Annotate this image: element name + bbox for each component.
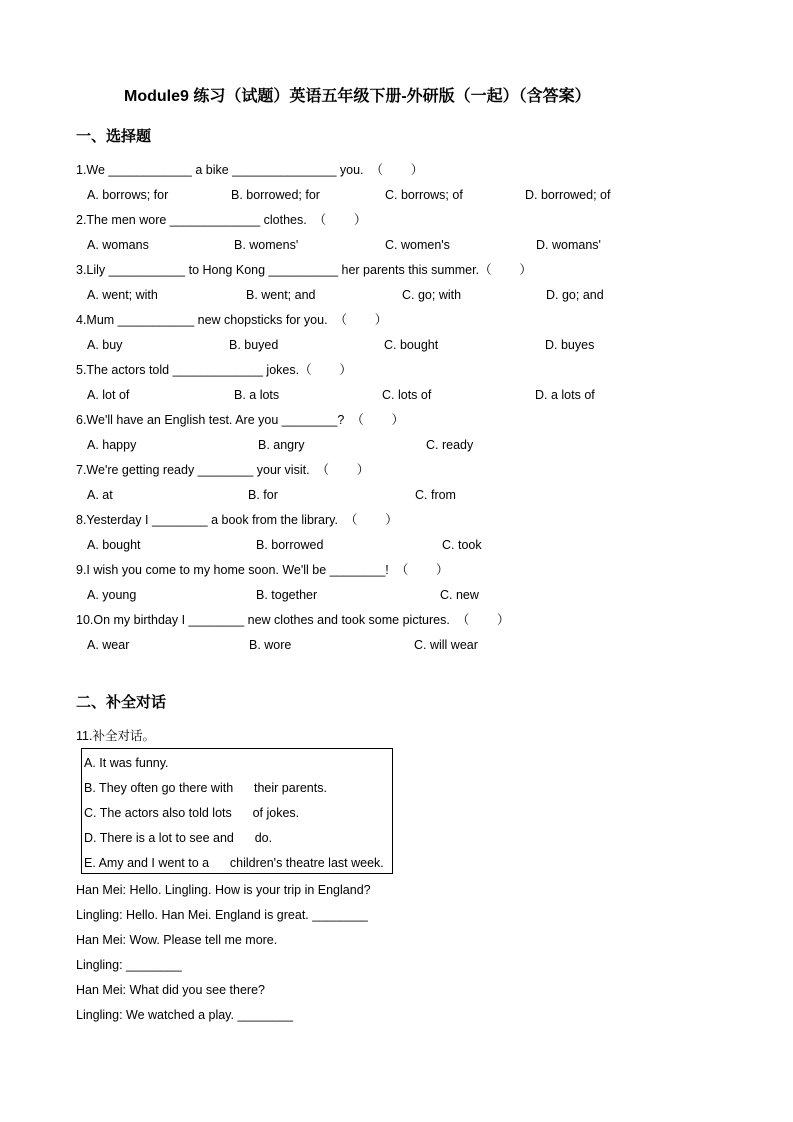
section-heading-dialogue: 二、补全对话: [76, 694, 167, 711]
box-option-c: C. The actors also told lots of jokes.: [84, 806, 300, 820]
q9-option-c: C. new: [440, 588, 479, 602]
q4-option-d: D. buyes: [545, 338, 595, 352]
box-option-a: A. It was funny.: [84, 756, 169, 770]
question-3: 3.Lily ___________ to Hong Kong __________ her parents this summer.（ ）: [76, 263, 532, 277]
q2-option-a: A. womans: [87, 238, 149, 252]
dialogue-line-1: Han Mei: Hello. Lingling. How is your trip in England?: [76, 883, 371, 897]
dialogue-line-6: Lingling: We watched a play. ________: [76, 1008, 294, 1022]
q6-option-a: A. happy: [87, 438, 137, 452]
q1-option-a: A. borrows; for: [87, 188, 169, 202]
q2-option-b: B. womens': [234, 238, 299, 252]
q10-option-b: B. wore: [249, 638, 292, 652]
q1-option-c: C. borrows; of: [385, 188, 463, 202]
q8-option-b: B. borrowed: [256, 538, 324, 552]
q5-option-d: D. a lots of: [535, 388, 595, 402]
q3-option-b: B. went; and: [246, 288, 316, 302]
q2-option-d: D. womans': [536, 238, 601, 252]
q9-option-a: A. young: [87, 588, 137, 602]
q8-option-c: C. took: [442, 538, 482, 552]
q3-option-c: C. go; with: [402, 288, 462, 302]
question-9: 9.I wish you come to my home soon. We'll be ________! （ ）: [76, 563, 449, 577]
question-1: 1.We ____________ a bike _______________ you. （ ）: [76, 163, 424, 177]
box-option-d: D. There is a lot to see and do.: [84, 831, 273, 845]
dialogue-line-2: Lingling: Hello. Han Mei. England is great. ________: [76, 908, 368, 922]
q7-option-c: C. from: [415, 488, 456, 502]
question-7: 7.We're getting ready ________ your visit. （ ）: [76, 463, 370, 477]
dialogue-line-3: Han Mei: Wow. Please tell me more.: [76, 933, 278, 947]
q4-option-b: B. buyed: [229, 338, 279, 352]
q3-option-a: A. went; with: [87, 288, 158, 302]
q5-option-b: B. a lots: [234, 388, 280, 402]
box-option-e: E. Amy and I went to a children's theatre last week.: [84, 856, 384, 870]
q10-option-c: C. will wear: [414, 638, 478, 652]
q9-option-b: B. together: [256, 588, 318, 602]
question-2: 2.The men wore _____________ clothes. （ ）: [76, 213, 367, 227]
question-10: 10.On my birthday I ________ new clothes and took some pictures. （ ）: [76, 613, 510, 627]
q6-option-c: C. ready: [426, 438, 474, 452]
dialogue-line-4: Lingling: ________: [76, 958, 182, 972]
q1-option-d: D. borrowed; of: [525, 188, 611, 202]
box-option-b: B. They often go there with their parents.: [84, 781, 327, 795]
q5-option-a: A. lot of: [87, 388, 130, 402]
section-heading-choice: 一、选择题: [76, 128, 152, 145]
q8-option-a: A. bought: [87, 538, 141, 552]
dialogue-line-5: Han Mei: What did you see there?: [76, 983, 265, 997]
q1-option-b: B. borrowed; for: [231, 188, 320, 202]
question-11-label: 11.补全对话。: [76, 729, 155, 743]
q3-option-d: D. go; and: [546, 288, 604, 302]
q6-option-b: B. angry: [258, 438, 305, 452]
q7-option-a: A. at: [87, 488, 113, 502]
q7-option-b: B. for: [248, 488, 278, 502]
q10-option-a: A. wear: [87, 638, 130, 652]
question-5: 5.The actors told _____________ jokes.（ ）: [76, 363, 352, 377]
question-4: 4.Mum ___________ new chopsticks for you. （ ）: [76, 313, 388, 327]
q5-option-c: C. lots of: [382, 388, 432, 402]
page-title: Module9 练习（试题）英语五年级下册-外研版（一起）（含答案）: [124, 88, 591, 105]
q4-option-a: A. buy: [87, 338, 123, 352]
q4-option-c: C. bought: [384, 338, 439, 352]
question-6: 6.We'll have an English test. Are you ________? （ ）: [76, 413, 405, 427]
question-8: 8.Yesterday I ________ a book from the library. （ ）: [76, 513, 398, 527]
q2-option-c: C. women's: [385, 238, 450, 252]
